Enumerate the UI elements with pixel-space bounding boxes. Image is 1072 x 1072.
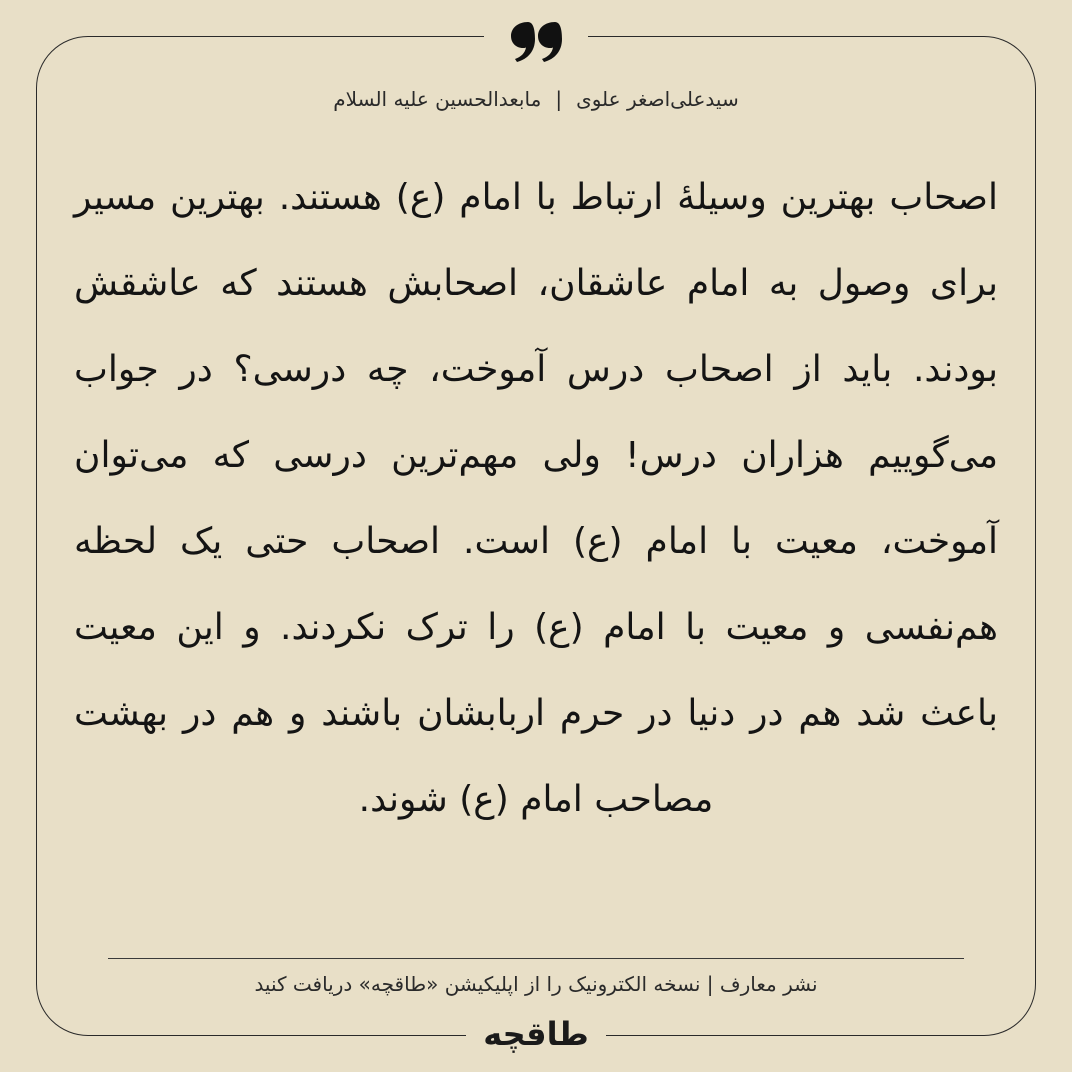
header-separator: | xyxy=(555,87,563,111)
footer-divider xyxy=(108,958,964,959)
quotation-mark-icon xyxy=(508,20,564,64)
quote-text: اصحاب بهترین وسیلهٔ ارتباط با امام (ع) هستند. بهترین مسیر برای وصول به امام عاشقان، اصحابش هستند که عاشقش بودند. باید از اصحاب درس آموخت، چه درسی؟ در جواب می‌گوییم هزاران درس! ولی مهم‌ترین درسی که می‌توان آموخت، معیت با امام (ع) است. اصحاب حتی یک لحظه هم‌نفسی و معیت با امام (ع) را ترک نکردند. و این معیت باعث شد هم در دنیا در حرم اربابشان باشند و هم در بهشت مصاحب امام (ع) شوند. xyxy=(74,177,998,820)
taaghche-logo: طاقچه xyxy=(483,1015,589,1053)
book-title: مابعدالحسین علیه السلام xyxy=(333,87,542,111)
footer-note: نشر معارف | نسخه الکترونیک را از اپلیکیشن «طاقچه» دریافت کنید xyxy=(254,972,818,996)
speaker-name: سیدعلی‌اصغر علوی xyxy=(576,87,739,111)
attribution-header xyxy=(200,84,872,114)
